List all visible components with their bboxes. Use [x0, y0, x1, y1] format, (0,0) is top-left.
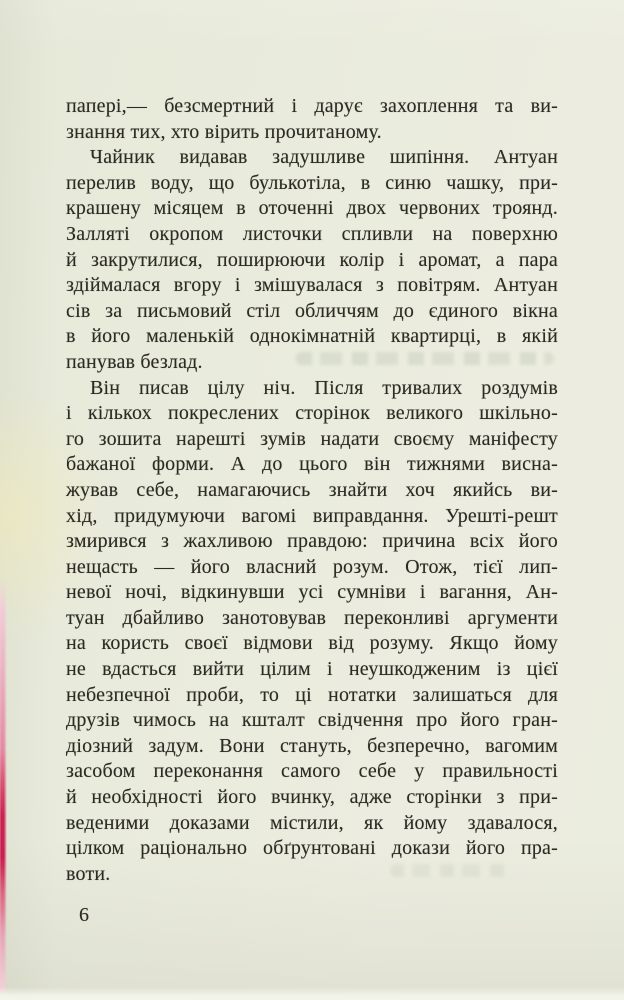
page-number: 6 — [79, 904, 89, 926]
text-block — [66, 94, 558, 887]
text-line: панував безлад. — [66, 350, 203, 373]
text-line: туан дбайливо занотовував переконливі аргументи — [66, 606, 558, 629]
text-line: воти. — [66, 862, 111, 885]
text-line: друзів чимось на кшталт свідчення про його гран- — [66, 709, 558, 732]
text-line: веденими доказами містили, як йому здавалося, — [66, 811, 558, 834]
text-line: в його маленькій однокімнатній квартирці, в якій — [66, 325, 558, 348]
page-edge-paint-stripe — [0, 582, 7, 1000]
text-line: Залляті окропом листочки спливли на поверхню — [66, 222, 558, 245]
text-line: жував себе, намагаючись знайти хоч якийсь ви- — [66, 478, 558, 501]
text-line: нещасть — його власний розум. Отож, тієї лип- — [66, 555, 558, 578]
text-line: папері,— безсмертний і дарує захоплення та ви- — [66, 95, 558, 117]
text-line: здіймалася вгору і змішувалася з повітрям. Антуан — [66, 274, 558, 297]
text-line: крашену місяцем в оточенні двох червоних троянд. — [66, 197, 558, 220]
text-line: засобом переконання самого себе у правильності — [66, 760, 558, 783]
text-line: цілком раціонально обґрунтовані докази його пра- — [66, 837, 558, 860]
text-line: го зошита нарешті зумів надати своєму маніфесту — [66, 427, 558, 450]
text-line: знання тих, хто вірить прочитаному. — [66, 120, 382, 143]
text-line: й закрутилися, поширюючи колір і аромат, а пара — [66, 248, 558, 271]
text-line: Він писав цілу ніч. Після тривалих роздумів — [90, 376, 558, 399]
text-line: не вдасться вийти цілим і неушкодженим із цієї — [66, 658, 558, 681]
text-line: сів за письмовий стіл обличчям до єдиного вікна — [66, 299, 558, 322]
paragraph — [66, 94, 558, 145]
paragraph — [66, 376, 558, 888]
text-line: перелив воду, що булькотіла, в синю чашку, при- — [66, 171, 558, 194]
text-line: невої ночі, відкинувши усі сумніви і вагання, Ан- — [66, 581, 558, 604]
text-line: й необхідності його вчинку, адже сторінки з при- — [66, 786, 558, 809]
page-bottom-edge — [0, 987, 624, 1000]
text-line: Чайник видавав задушливе шипіння. Антуан — [90, 146, 558, 169]
text-line: змирився з жахливою правдою: причина всіх його — [66, 530, 558, 553]
text-line: на користь своєї відмови від розуму. Якщо йому — [66, 632, 558, 655]
text-line: небезпечної проби, то ці нотатки залишаться для — [66, 683, 558, 706]
text-line: бажаної форми. А до цього він тижнями висна- — [66, 453, 558, 476]
text-line: діозний задум. Вони стануть, безперечно, вагомим — [66, 734, 558, 757]
text-line: і кількох покреслених сторінок великого шкільно- — [66, 402, 558, 425]
paragraph — [66, 145, 558, 375]
text-line: хід, придумуючи вагомі виправдання. Урешті-решт — [66, 504, 558, 527]
